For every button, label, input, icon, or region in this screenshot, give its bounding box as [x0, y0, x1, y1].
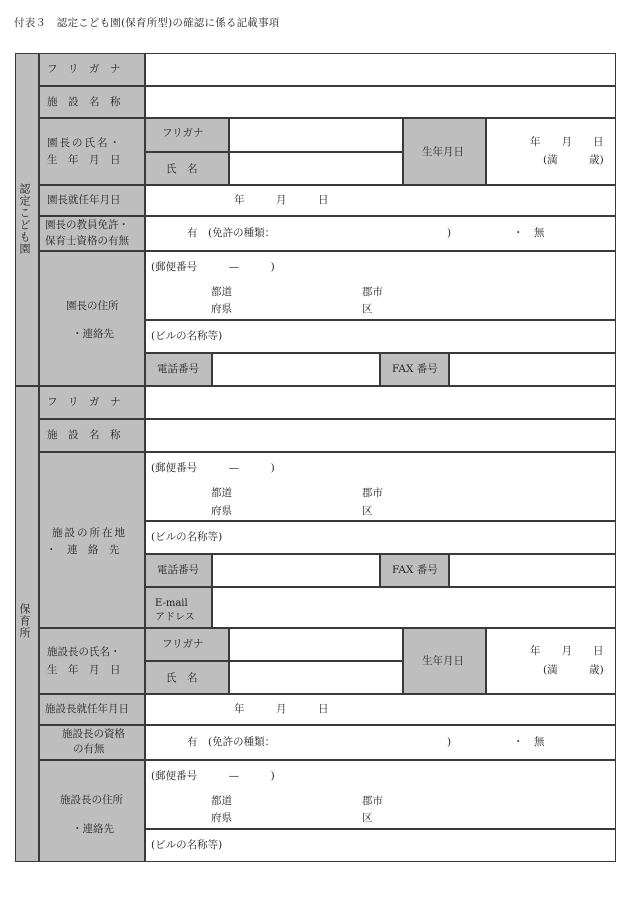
s2-head-name-field[interactable] [229, 661, 403, 694]
s2-license-close: ) [447, 736, 452, 748]
s2-head-todo: 都道 [211, 795, 232, 807]
s2-head-name-label: 施設長の氏名・ [47, 646, 121, 658]
s2-fax-label: FAX 番号 [392, 564, 438, 576]
s2-furigana-small-label: フリガナ [162, 638, 204, 650]
s2-head-dob-label: 生 年 月 日 [47, 664, 121, 676]
s2-tel-field[interactable] [212, 554, 380, 587]
s2-email-label-2: アドレス [155, 612, 195, 623]
s1-todo: 都道 [211, 286, 232, 298]
s2-birth-ymd: 年 月 日 [530, 645, 604, 657]
s2-head-label-cell [39, 628, 145, 694]
s1-postal-label: (郵便番号 — ) [151, 261, 275, 273]
s2-head-ku: 区 [362, 812, 373, 824]
s1-address-label-2: ・連絡先 [72, 328, 114, 340]
s1-fax-label: FAX 番号 [392, 363, 438, 375]
s1-director-name-label: 園長の氏名・ [47, 137, 122, 149]
s1-license-no: ・ 無 [513, 227, 545, 239]
s2-head-gunshi: 郡市 [362, 795, 383, 807]
s1-building-label: (ビルの名称等) [151, 330, 223, 342]
s2-furigana-field[interactable] [145, 386, 616, 419]
s1-address-label-1: 園長の住所 [66, 300, 119, 312]
s2-head-postal-label: (郵便番号 — ) [151, 770, 275, 782]
form-title: 付表３ 認定こども園(保育所型)の確認に係る記載事項 [14, 17, 280, 29]
s2-head-building-label: (ビルの名称等) [151, 839, 223, 851]
s2-email-label-1: E-mail [155, 598, 188, 609]
s1-name-field[interactable] [145, 86, 616, 118]
s1-appointed-label: 園長就任年月日 [47, 194, 121, 206]
s1-ku: 区 [362, 303, 373, 315]
s2-name-field[interactable] [145, 419, 616, 452]
s2-todo: 都道 [211, 487, 232, 499]
s1-address-label-cell [39, 251, 145, 386]
s2-address-label-1: 施設長の住所 [60, 794, 123, 806]
s2-head-fuken: 府県 [211, 812, 232, 824]
s2-gunshi: 郡市 [362, 487, 383, 499]
s2-location-label-cell [39, 452, 145, 628]
s1-director-dob-label: 生 年 月 日 [47, 154, 121, 166]
s2-appointed-field[interactable] [145, 694, 616, 725]
s1-tel-label: 電話番号 [157, 363, 199, 375]
s1-appointed-value: 年 月 日 [234, 194, 329, 206]
s1-director-furigana-field[interactable] [229, 118, 403, 152]
s2-name-label: 施 設 名 称 [47, 429, 121, 441]
s1-birth-label: 生年月日 [422, 146, 464, 158]
s2-qual-label-1: 施設長の資格 [62, 728, 125, 740]
section1-side-label: 認定こども園 [18, 183, 31, 255]
s2-email-field[interactable] [212, 587, 616, 628]
s1-license-label-1: 園長の教員免許・ [45, 219, 129, 231]
s2-postal-label: (郵便番号 — ) [151, 462, 275, 474]
s2-fuken: 府県 [211, 505, 232, 517]
s1-license-yes: 有 (免許の種類： [187, 227, 276, 239]
s1-furigana-small-label: フリガナ [162, 127, 204, 139]
s1-appointed-field[interactable] [145, 185, 616, 216]
s2-birth-age: (満 歳) [543, 664, 604, 676]
s2-head-furigana-field[interactable] [229, 628, 403, 661]
s2-location-label-2: ・ 連 絡 先 [46, 544, 120, 556]
s1-shimei-label: 氏 名 [166, 163, 198, 175]
s2-license-no: ・ 無 [513, 736, 545, 748]
s1-birth-ymd: 年 月 日 [530, 136, 604, 148]
s1-license-close: ) [447, 227, 452, 239]
s1-furigana-label: フ リ ガ ナ [47, 63, 121, 75]
s2-birth-label: 生年月日 [422, 655, 464, 667]
s2-furigana-label: フ リ ガ ナ [47, 396, 121, 408]
s1-director-label-cell [39, 118, 145, 185]
s2-address-label-2: ・連絡先 [72, 823, 114, 835]
s1-tel-field[interactable] [212, 353, 380, 386]
s1-birth-field[interactable] [486, 118, 616, 185]
s2-tel-label: 電話番号 [157, 564, 199, 576]
s2-address-label-cell [39, 760, 145, 862]
s2-building-label: (ビルの名称等) [151, 531, 223, 543]
s1-license-label-2: 保育士資格の有無 [45, 235, 129, 247]
s2-ku: 区 [362, 505, 373, 517]
s2-location-label-1: 施設の所在地 [52, 527, 127, 539]
s1-birth-age: (満 歳) [543, 154, 604, 166]
s1-director-name-field[interactable] [229, 152, 403, 185]
s2-appointed-label: 施設長就任年月日 [45, 703, 129, 715]
s1-fuken: 府県 [211, 303, 232, 315]
s1-fax-field[interactable] [449, 353, 616, 386]
s2-fax-field[interactable] [449, 554, 616, 587]
s2-shimei-label: 氏 名 [166, 672, 198, 684]
s2-qual-label-2: の有無 [73, 743, 105, 755]
s2-license-yes: 有 (免許の種類： [187, 736, 276, 748]
s1-furigana-field[interactable] [145, 53, 616, 86]
section2-side-label: 保育所 [18, 603, 31, 639]
s1-gunshi: 郡市 [362, 286, 383, 298]
s2-birth-field[interactable] [486, 628, 616, 694]
s1-name-label: 施 設 名 称 [47, 96, 121, 108]
s2-appointed-value: 年 月 日 [234, 703, 329, 715]
